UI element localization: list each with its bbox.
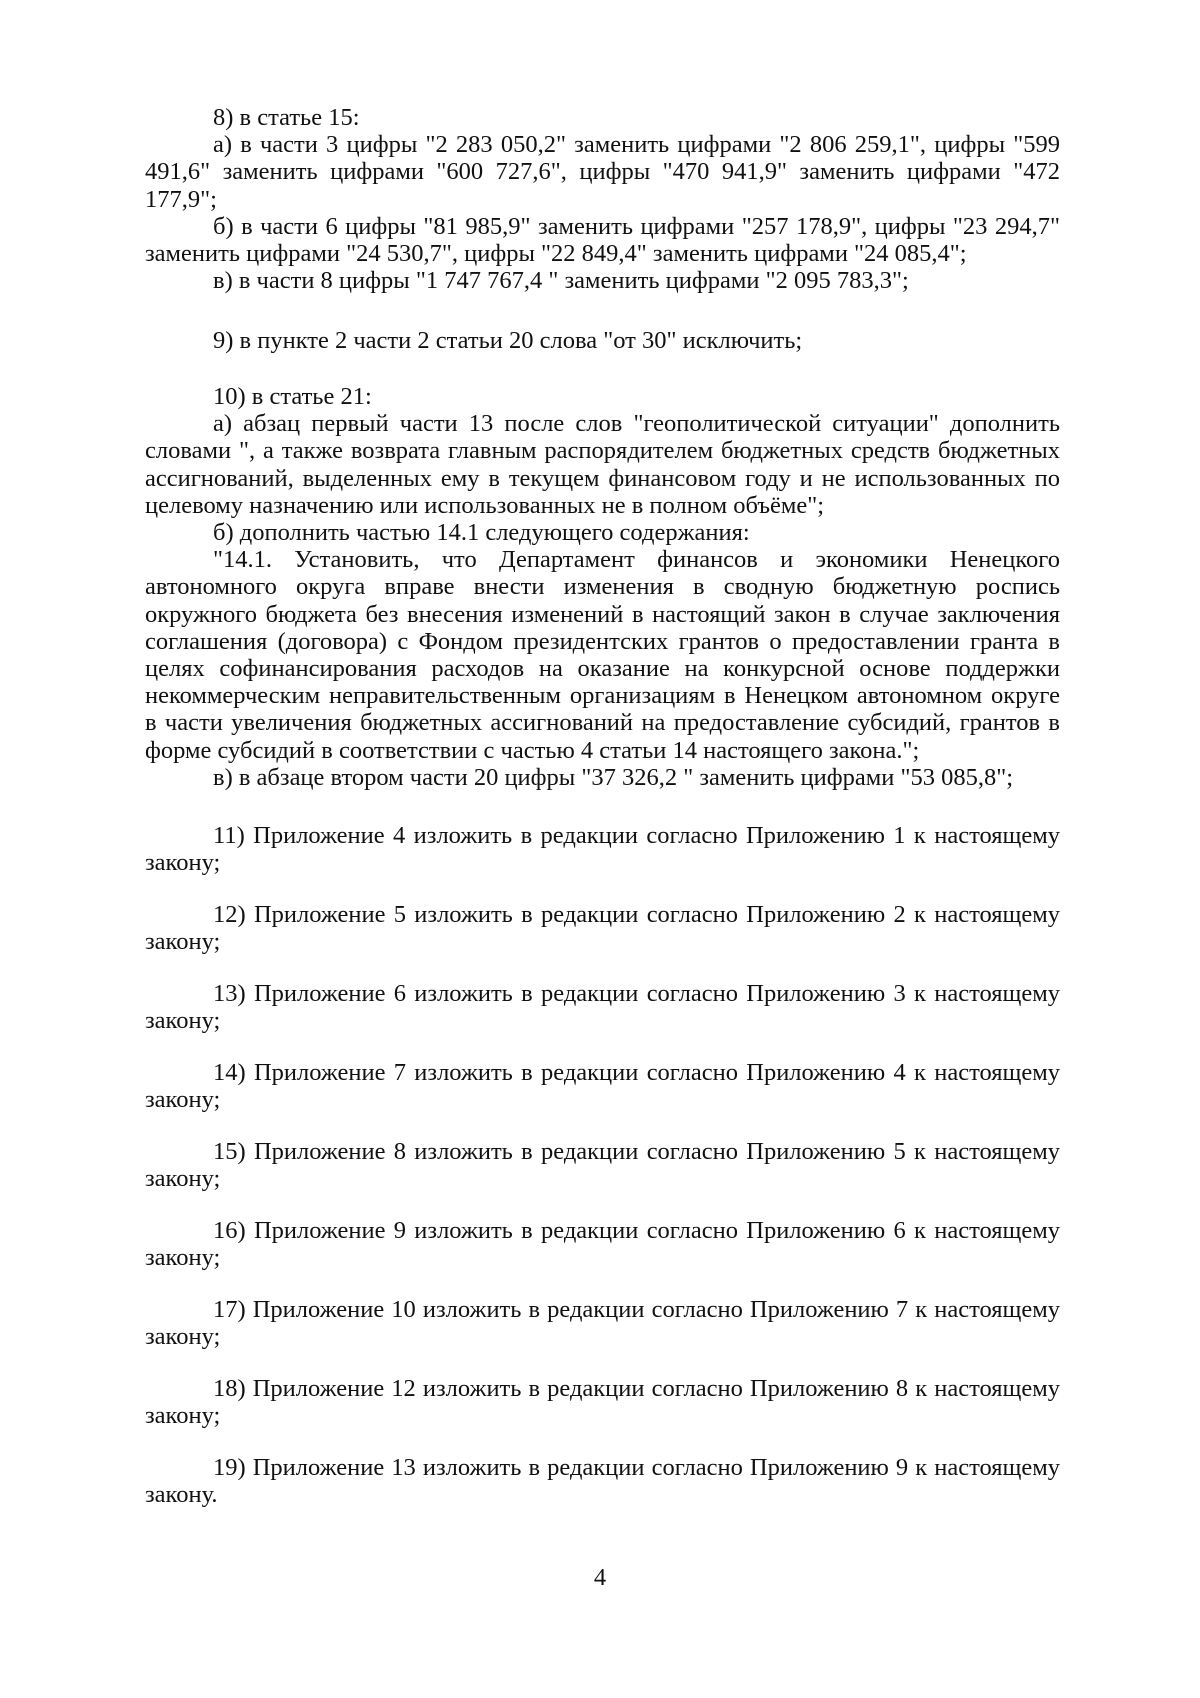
section-10-item-a: а) абзац первый части 13 после слов "геополитической ситуации" дополнить словами ", а также возврата главным распорядителем бюджетных средств бюджетных ассигнований, выделенных ему в текущем финансовом году и не использованных по целевому назначению или использованных не в полном объёме";: [145, 410, 1060, 519]
section-10-heading: 10) в статье 21:: [213, 383, 372, 410]
item-19: [145, 1454, 1060, 1508]
item-14: [145, 1059, 1060, 1113]
list-item: 19) Приложение 13 изложить в редакции согласно Приложению 9 к настоящему закону.: [145, 1454, 1060, 1509]
section-10-item-b-intro: б) дополнить частью 14.1 следующего содержания:: [213, 519, 750, 547]
section-8-heading: 8) в статье 15:: [213, 104, 360, 131]
section-9-text: 9) в пункте 2 части 2 статьи 20 слова "от 30" исключить;: [213, 327, 803, 354]
section-8: [145, 104, 1060, 294]
section-10-item-b-quote: "14.1. Установить, что Департамент финансов и экономики Ненецкого автономного округа вправе внести изменения в сводную бюджетную роспись окружного бюджета без внесения изменений в настоящий закон в случае заключения соглашения (договора) с Фондом президентских грантов о предоставлении гранта в целях софинансирования расходов на оказание на конкурсной основе поддержки некоммерческим неправительственным организациям в Ненецком автономном округе в части увеличения бюджетных ассигнований на предоставление субсидий, грантов в форме субсидий в соответствии с частью 4 статьи 14 настоящего закона.";: [145, 546, 1060, 764]
list-item: 11) Приложение 4 изложить в редакции согласно Приложению 1 к настоящему закону;: [145, 822, 1060, 877]
list-item: 16) Приложение 9 изложить в редакции согласно Приложению 6 к настоящему закону;: [145, 1217, 1060, 1272]
item-18: [145, 1375, 1060, 1429]
item-15: [145, 1138, 1060, 1192]
section-10-item-c: в) в абзаце втором части 20 цифры "37 326,2 " заменить цифрами "53 085,8";: [213, 763, 1014, 791]
item-17: [145, 1296, 1060, 1350]
list-item: 17) Приложение 10 изложить в редакции согласно Приложению 7 к настоящему закону;: [145, 1296, 1060, 1351]
section-8-item-b: б) в части 6 цифры "81 985,9" заменить цифрами "257 178,9", цифры "23 294,7" заменить цифрами "24 530,7", цифры "22 849,4" заменить цифрами "24 085,4";: [145, 212, 1060, 268]
list-item: 14) Приложение 7 изложить в редакции согласно Приложению 4 к настоящему закону;: [145, 1059, 1060, 1114]
list-item: 12) Приложение 5 изложить в редакции согласно Приложению 2 к настоящему закону;: [145, 901, 1060, 956]
item-16: [145, 1217, 1060, 1271]
item-13: [145, 980, 1060, 1034]
section-10: [145, 383, 1060, 791]
section-8-item-a: а) в части 3 цифры "2 283 050,2" заменить цифрами "2 806 259,1", цифры "599 491,6" заменить цифрами "600 727,6", цифры "470 941,9" заменить цифрами "472 177,9";: [145, 131, 1060, 213]
list-item: 15) Приложение 8 изложить в редакции согласно Приложению 5 к настоящему закону;: [145, 1138, 1060, 1193]
item-11: [145, 822, 1060, 876]
page-number: 4: [593, 1564, 607, 1591]
list-item: 18) Приложение 12 изложить в редакции согласно Приложению 8 к настоящему закону;: [145, 1375, 1060, 1430]
section-9: [145, 327, 1060, 354]
section-8-item-c: в) в части 8 цифры "1 747 767,4 " заменить цифрами "2 095 783,3";: [213, 267, 909, 295]
list-item: 13) Приложение 6 изложить в редакции согласно Приложению 3 к настоящему закону;: [145, 980, 1060, 1035]
item-12: [145, 901, 1060, 955]
